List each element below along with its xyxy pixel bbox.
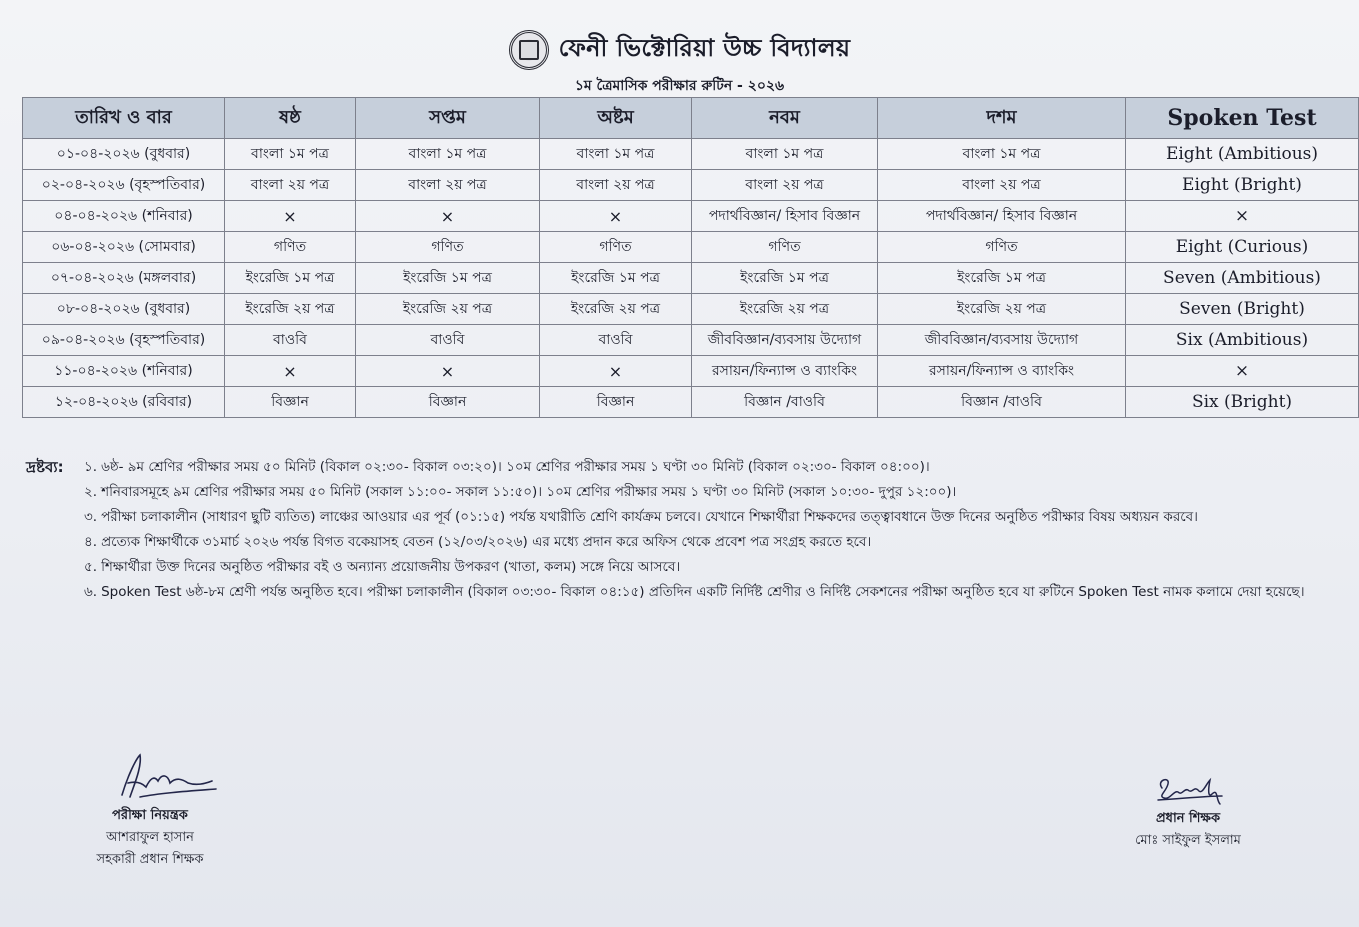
cell-class-6: গণিত — [225, 232, 356, 263]
cell-class-8: বাংলা ১ম পত্র — [540, 139, 692, 170]
cell-class-7: বাংলা ২য় পত্র — [356, 170, 540, 201]
note-number: ৪. — [84, 534, 98, 550]
headmaster-title: প্রধান শিক্ষক — [1155, 811, 1221, 826]
cell-spoken-test: Eight (Bright) — [1126, 170, 1359, 201]
exam-controller-signature — [70, 745, 230, 805]
cell-class-7: গণিত — [356, 232, 540, 263]
cell-date: ০১-০৪-২০২৬ (বুধবার) — [23, 139, 225, 170]
cell-class-9: গণিত — [692, 232, 878, 263]
cell-class-10: গণিত — [878, 232, 1126, 263]
cell-spoken-test: Six (Ambitious) — [1126, 325, 1359, 356]
table-row — [23, 387, 1359, 418]
note-item — [84, 505, 1346, 530]
notes-section — [26, 455, 1346, 605]
cell-spoken-test: × — [1126, 201, 1359, 232]
cell-date: ০৯-০৪-২০২৬ (বৃহস্পতিবার) — [23, 325, 225, 356]
note-number: ২. — [84, 484, 98, 500]
exam-controller-designation: সহকারী প্রধান শিক্ষক — [96, 852, 204, 867]
cell-class-6: × — [225, 356, 356, 387]
cell-class-7: ইংরেজি ২য় পত্র — [356, 294, 540, 325]
table-row — [23, 356, 1359, 387]
note-item — [84, 455, 1346, 480]
cell-class-9: ইংরেজি ১ম পত্র — [692, 263, 878, 294]
cell-class-9: জীববিজ্ঞান/ব্যবসায় উদ্যোগ — [692, 325, 878, 356]
cell-date: ০৭-০৪-২০২৬ (মঙ্গলবার) — [23, 263, 225, 294]
note-number: ৩. — [84, 509, 98, 525]
note-text: Spoken Test ৬ষ্ঠ-৮ম শ্রেণী পর্যন্ত অনুষ্ঠিত হবে। পরীক্ষা চলাকালীন (বিকাল ০৩:৩০- বিকাল ০৪:১৫) প্রতিদিন একটি নির্দিষ্ট শ্রেণীর ও নির্দিষ্ট সেকশনের পরীক্ষা অনুষ্ঠিত হবে যা রুটিনে Spoken Test নামক কলামে দেয়া হয়েছে। — [101, 584, 1305, 600]
cell-date: ০৪-০৪-২০২৬ (শনিবার) — [23, 201, 225, 232]
cell-spoken-test: Seven (Ambitious) — [1126, 263, 1359, 294]
column-header-class-6: ষষ্ঠ — [225, 98, 356, 139]
table-row — [23, 294, 1359, 325]
column-header-class-7: সপ্তম — [356, 98, 540, 139]
cell-class-10: ইংরেজি ১ম পত্র — [878, 263, 1126, 294]
cell-spoken-test: Eight (Ambitious) — [1126, 139, 1359, 170]
cell-class-8: ইংরেজি ২য় পত্র — [540, 294, 692, 325]
cell-date: ০২-০৪-২০২৬ (বৃহস্পতিবার) — [23, 170, 225, 201]
headmaster-signature — [1108, 770, 1268, 808]
table-row — [23, 325, 1359, 356]
cell-class-6: বাংলা ১ম পত্র — [225, 139, 356, 170]
cell-class-8: গণিত — [540, 232, 692, 263]
cell-class-9: বাংলা ১ম পত্র — [692, 139, 878, 170]
cell-class-10: জীববিজ্ঞান/ব্যবসায় উদ্যোগ — [878, 325, 1126, 356]
column-header-class-9: নবম — [692, 98, 878, 139]
column-header-date: তারিখ ও বার — [23, 98, 225, 139]
cell-date: ০৬-০৪-২০২৬ (সোমবার) — [23, 232, 225, 263]
cell-class-8: ইংরেজি ১ম পত্র — [540, 263, 692, 294]
cell-class-7: বাওবি — [356, 325, 540, 356]
cell-date: ১১-০৪-২০২৬ (শনিবার) — [23, 356, 225, 387]
note-item — [84, 580, 1346, 605]
cell-date: ১২-০৪-২০২৬ (রবিবার) — [23, 387, 225, 418]
cell-spoken-test: Six (Bright) — [1126, 387, 1359, 418]
cell-class-6: বিজ্ঞান — [225, 387, 356, 418]
note-item — [84, 530, 1346, 555]
table-header-row — [23, 98, 1359, 139]
cell-spoken-test: Seven (Bright) — [1126, 294, 1359, 325]
exam-controller-title: পরীক্ষা নিয়ন্ত্রক — [112, 808, 188, 823]
cell-class-7: × — [356, 356, 540, 387]
note-item — [84, 480, 1346, 505]
headmaster-name: মোঃ সাইফুল ইসলাম — [1135, 833, 1241, 848]
cell-class-9: ইংরেজি ২য় পত্র — [692, 294, 878, 325]
column-header-class-8: অষ্টম — [540, 98, 692, 139]
document-header — [0, 30, 1359, 98]
note-number: ৬. — [84, 584, 98, 600]
cell-class-6: ইংরেজি ২য় পত্র — [225, 294, 356, 325]
table-row — [23, 170, 1359, 201]
cell-spoken-test: × — [1126, 356, 1359, 387]
exam-routine-table — [22, 97, 1359, 418]
table-body — [23, 139, 1359, 418]
routine-subtitle: ১ম ত্রৈমাসিক পরীক্ষার রুটিন - ২০২৬ — [574, 78, 785, 94]
school-name: ফেনী ভিক্টোরিয়া উচ্চ বিদ্যালয় — [558, 34, 851, 62]
note-text: শিক্ষার্থীরা উক্ত দিনের অনুষ্ঠিত পরীক্ষার বই ও অন্যান্য প্রয়োজনীয় উপকরণ (খাতা, কলম) সঙ্গে নিয়ে আসবে। — [101, 559, 681, 575]
cell-class-6: বাংলা ২য় পত্র — [225, 170, 356, 201]
notes-list — [84, 455, 1346, 605]
cell-class-10: বিজ্ঞান /বাওবি — [878, 387, 1126, 418]
cell-class-10: পদার্থবিজ্ঞান/ হিসাব বিজ্ঞান — [878, 201, 1126, 232]
cell-class-6: ইংরেজি ১ম পত্র — [225, 263, 356, 294]
cell-class-8: বাওবি — [540, 325, 692, 356]
school-title-line — [509, 30, 851, 70]
cell-spoken-test: Eight (Curious) — [1126, 232, 1359, 263]
cell-class-7: বাংলা ১ম পত্র — [356, 139, 540, 170]
note-number: ৫. — [84, 559, 98, 575]
cell-class-8: বিজ্ঞান — [540, 387, 692, 418]
exam-controller-name: আশরাফুল হাসান — [106, 830, 194, 845]
table-row — [23, 263, 1359, 294]
note-text: প্রত্যেক শিক্ষার্থীকে ৩১মার্চ ২০২৬ পর্যন্ত বিগত বকেয়াসহ বেতন (১২/০৩/২০২৬) এর মধ্যে প্রদান করে অফিস থেকে প্রবেশ পত্র সংগ্রহ করতে হবে। — [101, 534, 872, 550]
cell-class-9: বাংলা ২য় পত্র — [692, 170, 878, 201]
cell-class-9: পদার্থবিজ্ঞান/ হিসাব বিজ্ঞান — [692, 201, 878, 232]
note-text: পরীক্ষা চলাকালীন (সাধারণ ছুটি ব্যতিত) লাঞ্চের আওয়ার এর পূর্ব (০১:১৫) পর্যন্ত যথারীতি শ্রেণি কার্যক্রম চলবে। যেখানে শিক্ষার্থীরা শিক্ষকদের তত্ত্বাবধানে উক্ত দিনের অনুষ্ঠিত পরীক্ষার বিষয় অধ্যয়ন করবে। — [101, 509, 1199, 525]
cell-class-9: রসায়ন/ফিন্যান্স ও ব্যাংকিং — [692, 356, 878, 387]
cell-class-8: বাংলা ২য় পত্র — [540, 170, 692, 201]
note-number: ১. — [84, 459, 98, 475]
table-row — [23, 232, 1359, 263]
table-row — [23, 201, 1359, 232]
cell-class-6: × — [225, 201, 356, 232]
cell-class-7: ইংরেজি ১ম পত্র — [356, 263, 540, 294]
cell-class-6: বাওবি — [225, 325, 356, 356]
table-row — [23, 139, 1359, 170]
note-text: ৬ষ্ঠ- ৯ম শ্রেণির পরীক্ষার সময় ৫০ মিনিট (বিকাল ০২:৩০- বিকাল ০৩:২০)। ১০ম শ্রেণির পরীক্ষার সময় ১ ঘণ্টা ৩০ মিনিট (বিকাল ০২:৩০- বিকাল ০৪:০০)। — [101, 459, 930, 475]
school-logo-icon — [509, 30, 549, 70]
note-item — [84, 555, 1346, 580]
cell-class-10: রসায়ন/ফিন্যান্স ও ব্যাংকিং — [878, 356, 1126, 387]
cell-class-7: বিজ্ঞান — [356, 387, 540, 418]
cell-class-10: বাংলা ১ম পত্র — [878, 139, 1126, 170]
column-header-class-10: দশম — [878, 98, 1126, 139]
note-text: শনিবারসমূহে ৯ম শ্রেণির পরীক্ষার সময় ৫০ মিনিট (সকাল ১১:০০- সকাল ১১:৫০)। ১০ম শ্রেণির পরীক্ষার সময় ১ ঘণ্টা ৩০ মিনিট (সকাল ১০:৩০- দুপুর ১২:০০)। — [101, 484, 957, 500]
cell-class-10: বাংলা ২য় পত্র — [878, 170, 1126, 201]
cell-class-7: × — [356, 201, 540, 232]
headmaster-signature-block — [1108, 770, 1268, 852]
cell-class-9: বিজ্ঞান /বাওবি — [692, 387, 878, 418]
cell-class-8: × — [540, 201, 692, 232]
exam-controller-signature-block — [70, 745, 230, 871]
notes-label: দ্রষ্টব্য: — [26, 458, 64, 476]
cell-class-10: ইংরেজি ২য় পত্র — [878, 294, 1126, 325]
column-header-spoken-test: Spoken Test — [1126, 98, 1359, 139]
cell-date: ০৮-০৪-২০২৬ (বুধবার) — [23, 294, 225, 325]
cell-class-8: × — [540, 356, 692, 387]
